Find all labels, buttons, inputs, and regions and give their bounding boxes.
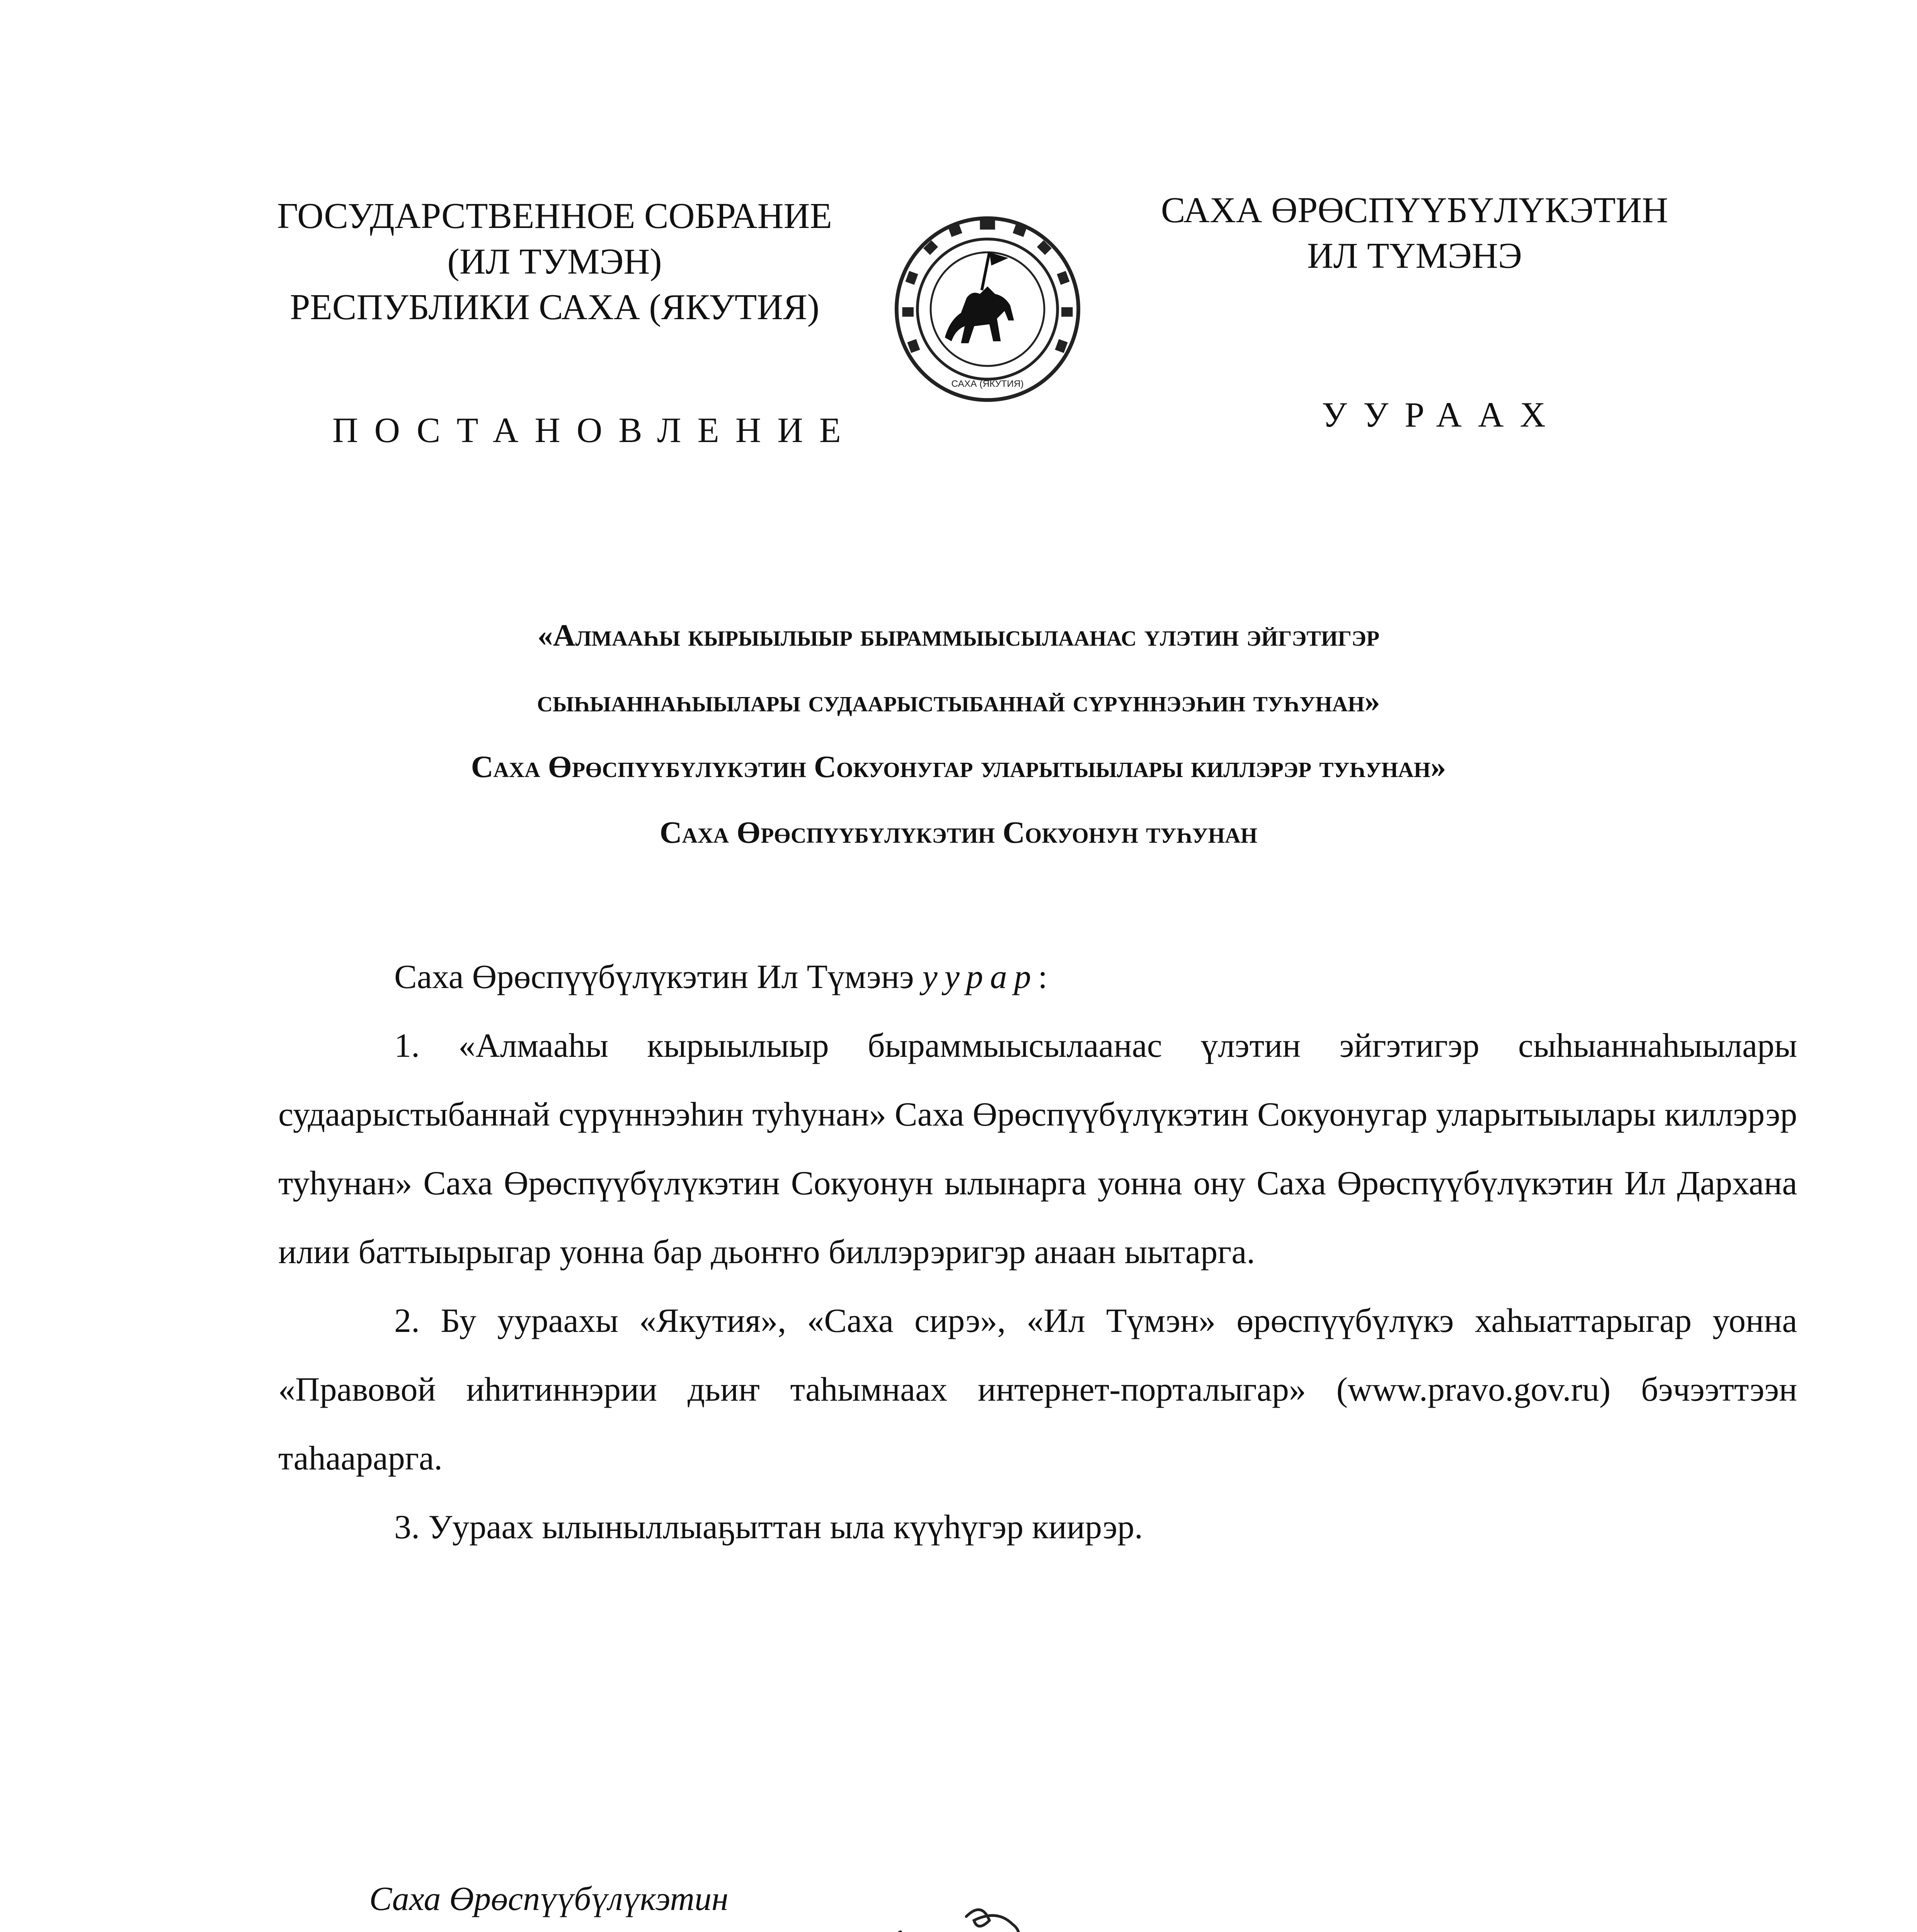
- header-left-russian: [216, 193, 893, 330]
- intro-paragraph: [278, 943, 1797, 1012]
- header-right-line: САХА ӨРӨСПҮҮБҮЛҮКЭТИН: [1161, 190, 1668, 230]
- decree-item: 1. «Алмааһы кырыылыыр быраммыысылаанас үлэтин эйгэтигэр сыһыаннаһыылары судаарыстыбаннай сүрүннээһин туһунан» Саха Өрөспүүбүлүкэтин Сокуонугар уларытыылары киллэрэр туһунан» Саха Өрөспүүбүлүкэтин Сокуонун ылынарга уонна ону Саха Өрөспүүбүлүкэтин Ил Дархана илии баттыырыгар уонна бар дьоҥҥо биллэрэригэр анаан ыытарга.: [278, 1027, 1797, 1271]
- title-line: сыһыаннаһыылары судаарыстыбаннай сүрүннээһин туһунан»: [537, 684, 1380, 718]
- decree-item: 3. Уураах ылыныллыаҕыттан ыла күүһүгэр киирэр.: [394, 1509, 1143, 1546]
- header-left-line: (ИЛ ТУМЭН): [447, 242, 662, 282]
- intro-colon: :: [1038, 958, 1048, 996]
- document-title: [155, 603, 1762, 866]
- doc-type-sakha: УУРААХ: [1322, 395, 1562, 434]
- sakha-republic-emblem-icon: [893, 214, 1082, 404]
- signatory-position: [278, 1870, 819, 1932]
- signatory-name: [1511, 1928, 1702, 1932]
- svg-text:САХА (ЯКУТИЯ): САХА (ЯКУТИЯ): [951, 378, 1024, 389]
- header-left-line: РЕСПУБЛИКИ САХА (ЯКУТИЯ): [289, 287, 820, 327]
- title-line: «Алмааһы кырыылыыр быраммыысылаанас үлэтин эйгэтигэр: [537, 619, 1380, 653]
- decree-item: 2. Бу уураахы «Якутия», «Саха сирэ», «Ил Түмэн» өрөспүүбүлүкэ хаһыаттарыгар уонна «Правовой иһитиннэрии дьиҥ таһымнаах интернет-порталыгар» (www.pravo.gov.ru) бэчээттээн таһаарарга.: [278, 1302, 1797, 1477]
- intro-verb: уурар: [922, 958, 1038, 996]
- header-left-line: ГОСУДАРСТВЕННОЕ СОБРАНИЕ: [277, 196, 832, 236]
- doc-type-russian: ПОСТАНОВЛЕНИЕ: [332, 410, 857, 450]
- intro-text: Саха Өрөспүүбүлүкэтин Ил Түмэнэ: [394, 958, 914, 996]
- signatory-position-line: Саха Өрөспүүбүлүкэтин: [369, 1880, 729, 1918]
- signatory-position-line: [278, 1928, 819, 1932]
- title-line: Саха Өрөспүүбүлүкэтин Сокуонугар уларытыылары киллэрэр туһунан»: [471, 750, 1446, 784]
- title-line: Саха Өрөспүүбүлүкэтин Сокуонун туһунан: [659, 816, 1258, 850]
- document-body: [278, 943, 1797, 1562]
- header-right-line: ИЛ ТҮМЭНЭ: [1307, 236, 1522, 276]
- handwritten-signature-icon: [843, 1886, 1306, 1932]
- header-right-sakha: [1105, 187, 1724, 279]
